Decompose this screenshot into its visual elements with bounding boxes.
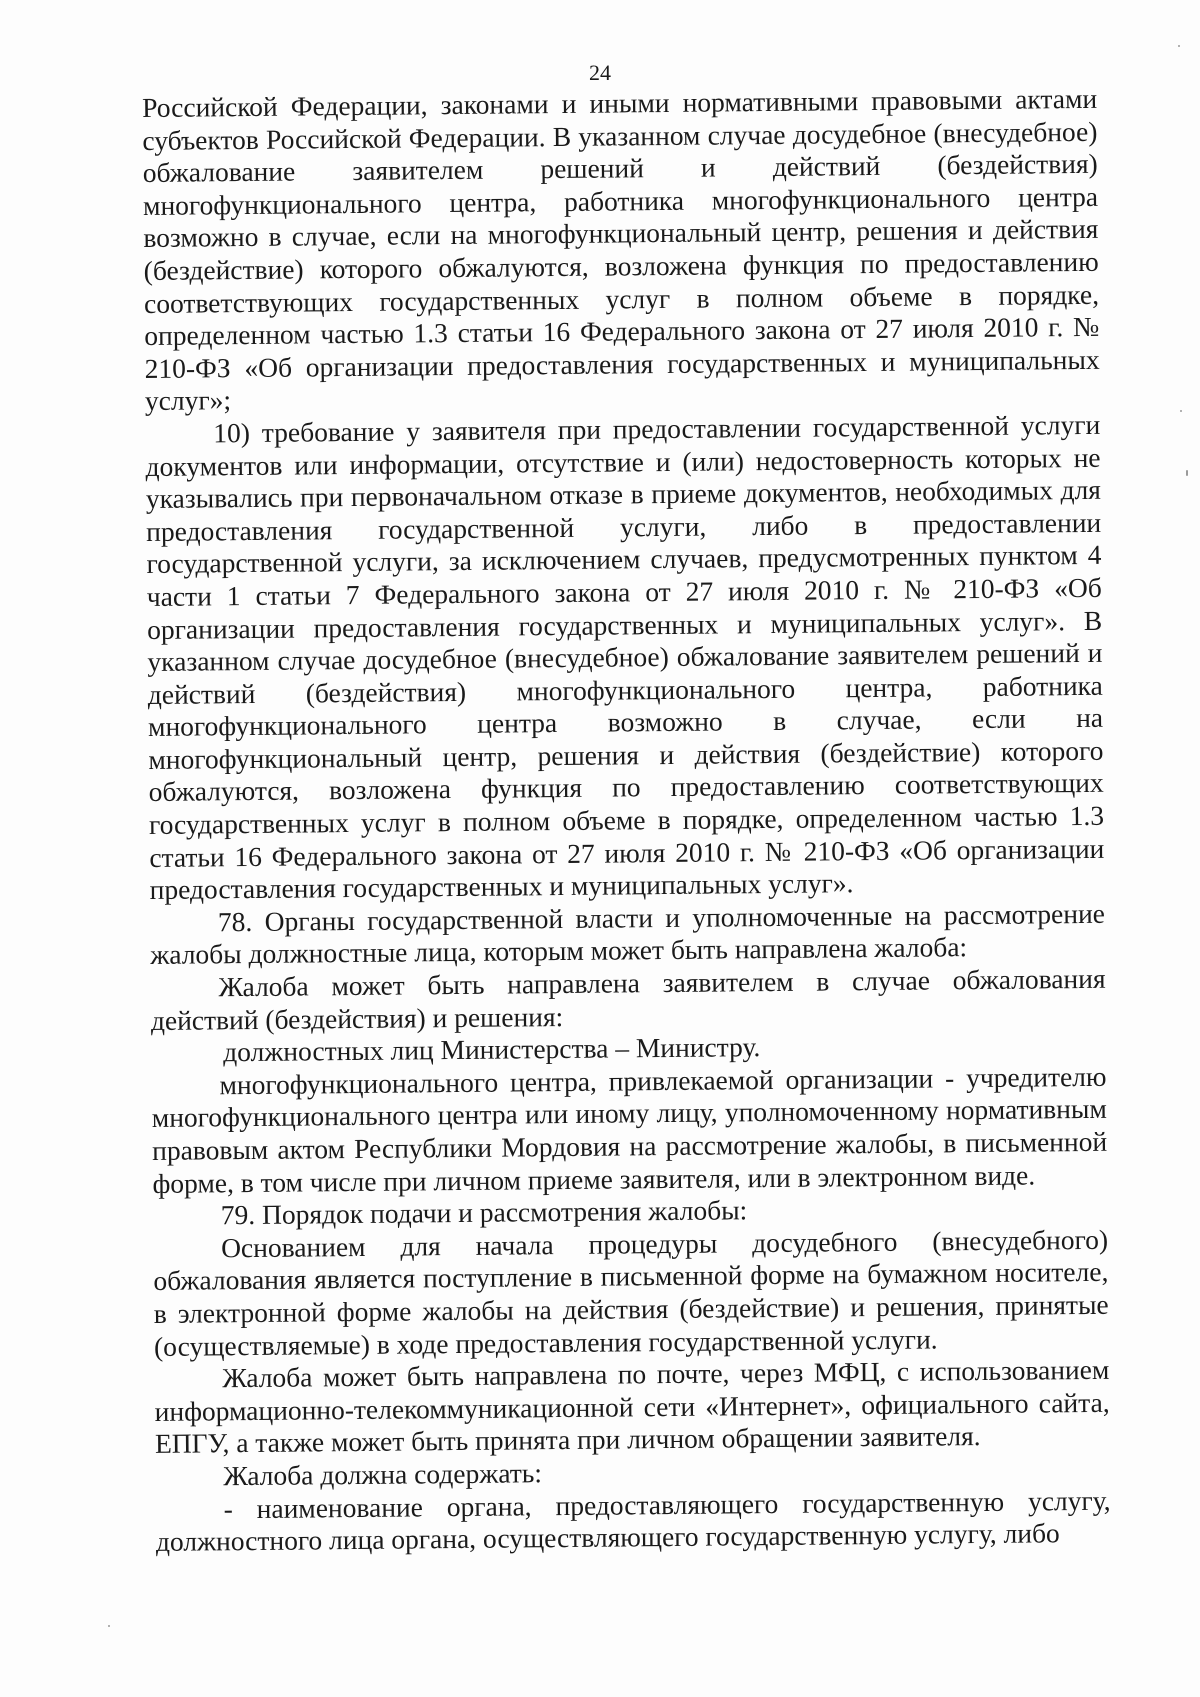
paragraph: - наименование органа, предоставляющего государственную услугу, должностного лица органа, осуществляющего государственную услугу, либо [155, 1484, 1111, 1558]
scan-speck [1178, 45, 1180, 47]
paragraph: 78. Органы государственной власти и уполномоченные на рассмотрение жалобы должностные лица, которым может быть направлена жалоба: [150, 897, 1106, 971]
page-number: 24 [589, 60, 611, 85]
paragraph: Жалоба может быть направлена заявителем в случае обжалования действий (бездействия) и решения: [150, 962, 1106, 1036]
paragraph: многофункционального центра, привлекаемой организации - учредителю многофункционального центра или иному лицу, уполномоченному нормативным правовым актом Республики Мордовия на рассмотрение жалобы, в письменной форме, в том числе при личном приеме заявителя, или в электронном виде. [151, 1060, 1108, 1199]
paragraph: Российской Федерации, законами и иными нормативными правовыми актами субъектов Российской Федерации. В указанном случае досудебное (внесудебное) обжалование заявителем решений и действий (бездействия) многофункционального центра, работника многофункционального центра возможно в случае, если на многофункциональный центр, решения и действия (бездействие) которого обжалуются, возложена функция по предоставлению соответствующих государственных услуг в полном объеме в порядке, определенном частью 1.3 статьи 16 Федерального закона от 27 июля 2010 г. № 210-ФЗ «Об организации предоставления государственных и муниципальных услуг»; [142, 82, 1100, 417]
paragraph: 79. Порядок подачи и рассмотрения жалобы: [220, 1194, 748, 1231]
scan-speck [1186, 470, 1188, 476]
paragraph: должностных лиц Министерства – Министру. [223, 1031, 761, 1068]
paragraph: Жалоба может быть направлена по почте, через МФЦ, с использованием информационно-телекоммуникационной сети «Интернет», официального сайта, ЕПГУ, а также может быть принята при личном обращении заявителя. [154, 1353, 1110, 1460]
paragraph: 10) требование у заявителя при предоставлении государственной услуги документов или информации, отсутствие и (или) недостоверность которых не указывались при первоначальном отказе в приеме документов, необходимых для предоставления государственной услуги, либо в предоставлении государственной услуги, за исключением случаев, предусмотренных пунктом 4 части 1 статьи 7 Федерального закона от 27 июля 2010 г. № 210-ФЗ «Об организации предоставления государственных и муниципальных услуг». В указанном случае досудебное (внесудебное) обжалование заявителем решений и действий (бездействия) многофункционального центра, работника многофункционального центра возможно в случае, если на многофункциональный центр, решения и действия (бездействие) которого обжалуются, возложена функция по предоставлению соответствующих государственных услуг в полном объеме в порядке, определенном частью 1.3 статьи 16 Федерального закона от 27 июля 2010 г. № 210-ФЗ «Об организации предоставления государственных и муниципальных услуг». [145, 408, 1105, 906]
scan-speck [1180, 410, 1182, 412]
paragraph: Основанием для начала процедуры досудебного (внесудебного) обжалования является поступление в письменной форме на бумажном носителе, в электронной форме жалобы на действия (бездействие) и решения, принятые (осуществляемые) в ходе предоставления государственной услуги. [153, 1223, 1109, 1362]
scan-speck [108, 1625, 110, 1627]
paragraph: Жалоба должна содержать: [223, 1457, 543, 1492]
document-body [142, 83, 1111, 1559]
